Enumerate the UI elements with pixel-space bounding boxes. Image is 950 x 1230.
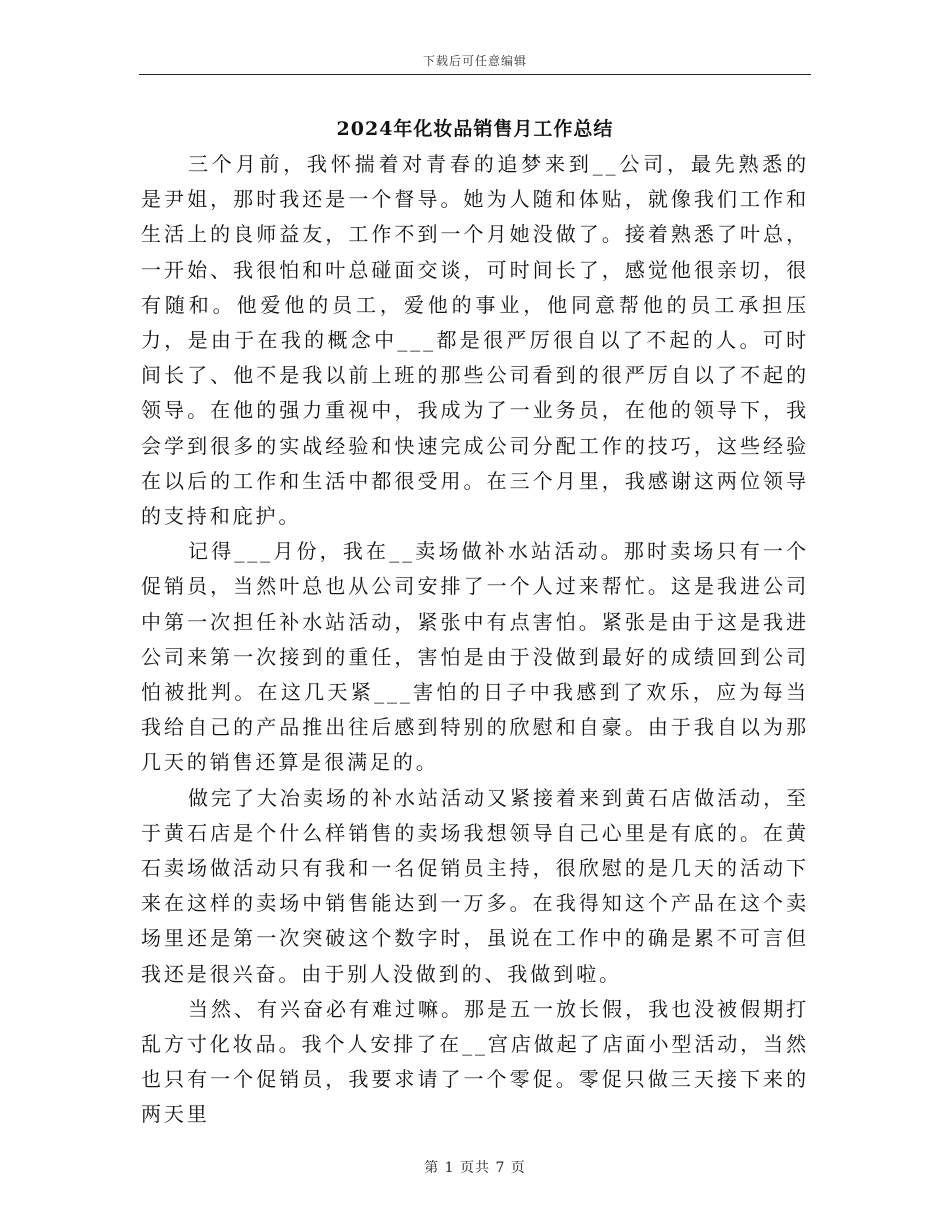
paragraph-2: 记得___月份，我在__卖场做补水站活动。那时卖场只有一个促销员，当然叶总也从公司安排了一个人过来帮忙。这是我进公司中第一次担任补水站活动，紧张中有点害怕。紧张是由于这是我进公司来第一次接到的重任，害怕是由于没做到最好的成绩回到公司怕被批判。在这几天紧___害怕的日子中我感到了欢乐，应为每当我给自己的产品推出往后感到特别的欣慰和自豪。由于我自以为那几天的销售还算是很满足的。 xyxy=(141,539,809,775)
document-title: 2024年化妆品销售月工作总结 xyxy=(336,118,614,140)
paragraph-3: 做完了大冶卖场的补水站活动又紧接着来到黄石店做活动，至于黄石店是个什么样销售的卖场我想领导自己心里是有底的。在黄石卖场做活动只有我和一名促销员主持，很欣慰的是几天的活动下来在这样的卖场中销售能达到一万多。在我得知这个产品在这个卖场里还是第一次突破这个数字时，虽说在工作中的确是累不可言但我还是很兴奋。由于别人没做到的、我做到啦。 xyxy=(141,785,809,986)
paragraph-1: 三个月前，我怀揣着对青春的追梦来到__公司，最先熟悉的是尹姐，那时我还是一个督导。她为人随和体贴，就像我们工作和生活上的良师益友，工作不到一个月她没做了。接着熟悉了叶总，一开始、我很怕和叶总碰面交谈，可时间长了，感觉他很亲切，很有随和。他爱他的员工，爱他的事业，他同意帮他的员工承担压力，是由于在我的概念中___都是很严厉很自以了不起的人。可时间长了、他不是我以前上班的那些公司看到的很严厉自以了不起的领导。在他的强力重视中，我成为了一业务员，在他的领导下，我会学到很多的实战经验和快速完成公司分配工作的技巧，这些经验在以后的工作和生活中都很受用。在三个月里，我感谢这两位领导的支持和庇护。 xyxy=(141,152,809,529)
page-footer: 第 1 页共 7 页 xyxy=(424,1160,526,1176)
header-divider xyxy=(139,74,811,75)
page-header: 下载后可任意编辑 xyxy=(422,54,527,68)
paragraph-4: 当然、有兴奋必有难过嘛。那是五一放长假，我也没被假期打乱方寸化妆品。我个人安排了在__宫店做起了店面小型活动，当然也只有一个促销员，我要求请了一个零促。零促只做三天接下来的两天里 xyxy=(141,996,809,1127)
document-body xyxy=(141,147,809,1133)
